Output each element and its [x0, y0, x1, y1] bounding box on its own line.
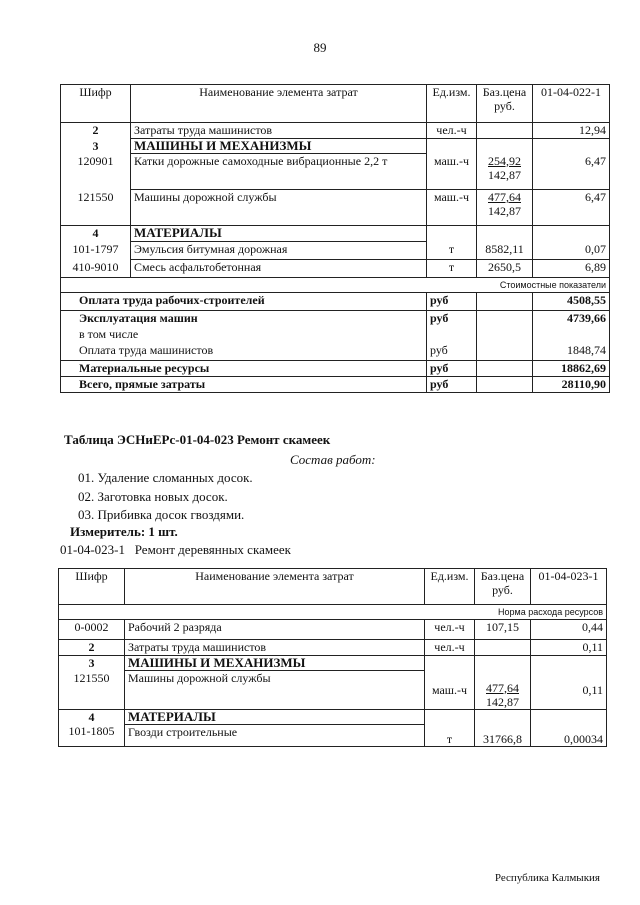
summary-row — [61, 293, 610, 311]
row-price-secondary: 142,87 — [488, 204, 521, 218]
summary-row — [61, 343, 610, 361]
row-unit: чел.-ч — [425, 620, 475, 640]
summary-value: 28110,90 — [533, 377, 610, 393]
header-price: Баз.цена руб. — [477, 85, 533, 123]
row-value: 0,11 — [531, 640, 607, 656]
header-rate: 01-04-023-1 — [531, 569, 607, 605]
section-label-row — [59, 605, 607, 620]
row-code: 4 — [61, 226, 131, 242]
row-unit: чел.-ч — [427, 123, 477, 139]
row-name: Затраты труда машинистов — [131, 123, 427, 139]
row-name: МАТЕРИАЛЫ — [131, 226, 427, 242]
summary-row — [61, 311, 610, 327]
row-code: 2 — [59, 640, 125, 656]
row-name: Затраты труда машинистов — [125, 640, 425, 656]
work-item: 03. Прибивка досок гвоздями. — [78, 507, 245, 522]
header-rate: 01-04-022-1 — [533, 85, 610, 123]
table-row — [59, 620, 607, 640]
header-unit: Ед.изм. — [427, 85, 477, 123]
row-price: 8582,11 — [477, 242, 533, 260]
summary-name: Оплата труда машинистов — [61, 343, 427, 361]
table-row — [61, 123, 610, 139]
works-title: Состав работ: — [290, 452, 376, 467]
row-code: 121550 — [61, 190, 131, 226]
row-name: Смесь асфальтобетонная — [131, 260, 427, 278]
row-name: Рабочий 2 разряда — [125, 620, 425, 640]
table-row — [59, 640, 607, 656]
header-code: Шифр — [61, 85, 131, 123]
row-price: 107,15 — [475, 620, 531, 640]
summary-unit: руб — [427, 343, 477, 361]
header-name: Наименование элемента затрат — [125, 569, 425, 605]
row-name: Катки дорожные самоходные вибрационные 2,2 т — [131, 154, 427, 190]
row-price: 2650,5 — [477, 260, 533, 278]
table-header-row — [59, 569, 607, 605]
table-row — [61, 260, 610, 278]
row-name: Машины дорожной службы — [125, 671, 425, 710]
row-code: 0-0002 — [59, 620, 125, 640]
row-code: 101-1797 — [61, 242, 131, 260]
summary-row — [61, 361, 610, 377]
table-row — [61, 190, 610, 226]
row-value: 6,89 — [533, 260, 610, 278]
summary-unit: руб — [427, 293, 477, 311]
cost-table-2 — [58, 568, 607, 747]
header-code: Шифр — [59, 569, 125, 605]
row-unit: маш.-ч — [427, 154, 477, 190]
row-value: 0,44 — [531, 620, 607, 640]
row-name: Гвозди строительные — [125, 724, 425, 746]
work-item: 01. Удаление сломанных досок. — [78, 470, 253, 485]
table-row — [59, 709, 607, 724]
row-value: 0,07 — [533, 242, 610, 260]
section-label-row — [61, 278, 610, 293]
row-name: Эмульсия битумная дорожная — [131, 242, 427, 260]
row-unit: маш.-ч — [425, 671, 475, 710]
row-value: 12,94 — [533, 123, 610, 139]
row-code: 3 — [61, 139, 131, 154]
header-unit: Ед.изм. — [425, 569, 475, 605]
row-code: 3 — [59, 656, 125, 671]
table-row — [59, 724, 607, 746]
summary-name: Эксплуатация машин — [61, 311, 427, 327]
summary-name: Оплата труда рабочих-строителей — [61, 293, 427, 311]
table-row — [61, 154, 610, 190]
table-row — [61, 226, 610, 242]
summary-unit: руб — [427, 361, 477, 377]
header-name: Наименование элемента затрат — [131, 85, 427, 123]
summary-row — [61, 327, 610, 343]
row-value: 6,47 — [533, 190, 610, 226]
row-name: МАТЕРИАЛЫ — [125, 709, 425, 724]
measure-unit: Измеритель: 1 шт. — [70, 524, 178, 539]
row-price: 31766,8 — [475, 724, 531, 746]
row-value: 0,00034 — [531, 724, 607, 746]
summary-row — [61, 377, 610, 393]
header-price: Баз.цена руб. — [475, 569, 531, 605]
section-label: Норма расхода ресурсов — [59, 605, 607, 620]
row-price-secondary: 142,87 — [486, 694, 519, 709]
table-row — [61, 139, 610, 154]
summary-value: 4508,55 — [533, 293, 610, 311]
row-unit: т — [425, 724, 475, 746]
cost-table-1 — [60, 84, 610, 393]
row-name: МАШИНЫ И МЕХАНИЗМЫ — [125, 656, 425, 671]
row-unit: чел.-ч — [425, 640, 475, 656]
row-name: Машины дорожной службы — [131, 190, 427, 226]
row-code: 120901 — [61, 154, 131, 190]
row-price: 477,64 — [486, 680, 519, 695]
row-code: 2 — [61, 123, 131, 139]
table-row — [59, 656, 607, 671]
row-value: 0,11 — [531, 671, 607, 710]
table-row — [61, 242, 610, 260]
item-title: 01-04-023-1 Ремонт деревянных скамеек — [60, 542, 291, 557]
row-code: 410-9010 — [61, 260, 131, 278]
summary-name: в том числе — [61, 327, 427, 343]
table-header-row — [61, 85, 610, 123]
table-row — [59, 671, 607, 710]
row-code: 4 — [59, 709, 125, 724]
page-number: 89 — [313, 40, 327, 55]
row-code: 101-1805 — [59, 724, 125, 746]
section-title: Таблица ЭСНиЕРс-01-04-023 Ремонт скамеек — [64, 432, 331, 447]
section-label: Стоимостные показатели — [61, 278, 610, 293]
summary-value: 18862,69 — [533, 361, 610, 377]
row-unit: т — [427, 242, 477, 260]
row-code: 121550 — [59, 671, 125, 710]
summary-name: Всего, прямые затраты — [61, 377, 427, 393]
summary-value: 1848,74 — [533, 343, 610, 361]
row-value: 6,47 — [533, 154, 610, 190]
summary-value: 4739,66 — [533, 311, 610, 327]
summary-unit: руб — [427, 377, 477, 393]
row-unit: маш.-ч — [427, 190, 477, 226]
row-name: МАШИНЫ И МЕХАНИЗМЫ — [131, 139, 427, 154]
row-unit: т — [427, 260, 477, 278]
summary-unit: руб — [427, 311, 477, 327]
work-item: 02. Заготовка новых досок. — [78, 489, 228, 504]
row-price-secondary: 142,87 — [488, 167, 521, 182]
row-price: 254,92 — [488, 153, 521, 168]
summary-name: Материальные ресурсы — [61, 361, 427, 377]
footer-region: Республика Калмыкия — [494, 872, 600, 884]
row-price: 477,64 — [488, 190, 521, 204]
